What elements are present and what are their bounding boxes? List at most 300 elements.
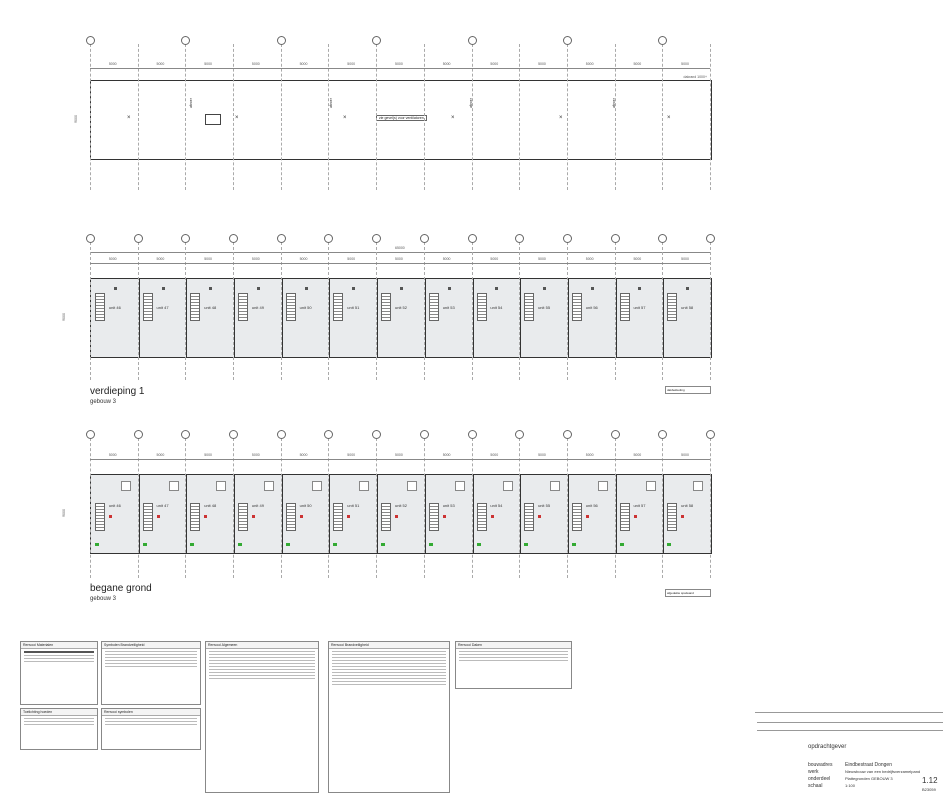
fire-extinguisher-icon [300, 515, 303, 518]
fire-extinguisher-icon [586, 515, 589, 518]
grid-line [519, 44, 520, 190]
legend-title: Renvooi symbolen [102, 709, 200, 716]
smoke-detector-icon [114, 287, 117, 290]
stair [95, 503, 105, 531]
toilet-room [121, 481, 131, 491]
bay-dimension: 5000 [395, 257, 403, 261]
grid-bubble [611, 234, 620, 243]
legend-text-line [332, 657, 446, 658]
stair [143, 503, 153, 531]
legend-toelichting [20, 708, 98, 750]
bay-dimension: 5000 [156, 62, 165, 66]
legend-text-line [332, 654, 446, 655]
stair [381, 503, 391, 531]
stair [667, 293, 677, 321]
unit-wall [139, 475, 140, 553]
stair [572, 503, 582, 531]
grid-bubble [563, 36, 572, 45]
grid-bubble [468, 36, 477, 45]
unit-wall [329, 475, 330, 553]
note-begane-grond: afgedekte spatwand [665, 589, 711, 597]
bay-dimension: 5000 [299, 453, 308, 457]
grid-bubble [277, 36, 286, 45]
legend-text-line [209, 654, 315, 655]
floor-plan-verdieping [90, 278, 712, 358]
unit-wall [473, 279, 474, 357]
smoke-detector-icon [400, 287, 403, 290]
dimension-line [90, 263, 710, 264]
legend-text-line [105, 721, 197, 722]
stair [429, 293, 439, 321]
fire-extinguisher-icon [204, 515, 207, 518]
stair [333, 503, 343, 531]
legend-text-line [209, 666, 315, 667]
grid-bubble [706, 430, 715, 439]
unit-wall [520, 475, 521, 553]
unit-wall [425, 475, 426, 553]
unit-wall [282, 475, 283, 553]
emergency-exit-icon [381, 543, 385, 546]
legend-text-line [105, 666, 197, 667]
bay-dimension: 5000 [299, 257, 308, 261]
legend-text-line [332, 666, 446, 667]
unit-label: unit 53 [442, 305, 455, 310]
bay-dimension: 5000 [442, 62, 451, 66]
stair [667, 503, 677, 531]
legend-text-line [459, 660, 568, 661]
legend-text-line [105, 657, 197, 658]
legend-daken [455, 641, 572, 689]
legend-algemeen [205, 641, 319, 793]
unit-label: unit 58 [681, 503, 694, 508]
smoke-detector-icon [209, 287, 212, 290]
bay-dimension: 5000 [585, 257, 594, 261]
emergency-exit-icon [429, 543, 433, 546]
stair [524, 503, 534, 531]
smoke-detector-icon [638, 287, 641, 290]
grid-line [376, 44, 377, 190]
unit-wall [186, 475, 187, 553]
grid-line [424, 44, 425, 190]
unit-label: unit 47 [156, 305, 169, 310]
smoke-detector-icon [543, 287, 546, 290]
unit-wall [425, 279, 426, 357]
opdrachtgever-label: opdrachtgever [808, 744, 847, 750]
unit-label: unit 46 [108, 503, 121, 508]
stair [524, 293, 534, 321]
roof-dim-note: dakrand 1000+ [683, 75, 707, 79]
legend-text-line [105, 660, 197, 661]
bay-dimension: 5000 [585, 453, 594, 457]
smoke-detector-icon [305, 287, 308, 290]
grid-bubble [181, 36, 190, 45]
roof-vent-x: × [235, 115, 239, 121]
grid-bubble [468, 430, 477, 439]
legend-title: Renvooi Algemeen [206, 642, 318, 649]
smoke-detector-icon [162, 287, 165, 290]
bay-dimension: 5000 [681, 257, 689, 261]
grid-line [615, 44, 616, 190]
unit-label: unit 48 [204, 305, 217, 310]
legend-title: Renvooi Brandveiligheid [329, 642, 449, 649]
fire-extinguisher-icon [157, 515, 160, 518]
emergency-exit-icon [95, 543, 99, 546]
smoke-detector-icon [686, 287, 689, 290]
legend-text-line [105, 724, 197, 725]
legend-text-line [209, 657, 315, 658]
roof-hatch-box [205, 114, 221, 125]
werk-value: Nieuwbouw van een bedrijfsverzamelpand [845, 769, 921, 774]
grid-bubble [86, 234, 95, 243]
toilet-room [264, 481, 274, 491]
unit-label: unit 55 [538, 503, 551, 508]
stair [238, 293, 248, 321]
toilet-room [359, 481, 369, 491]
unit-wall [568, 475, 569, 553]
floor-title-begane-grond: begane grond [90, 583, 152, 594]
sheet-number: 1.12 [922, 776, 938, 785]
smoke-detector-icon [495, 287, 498, 290]
grid-bubble [324, 430, 333, 439]
unit-wall [234, 279, 235, 357]
legend-text-line [332, 672, 446, 673]
toilet-room [598, 481, 608, 491]
grid-bubble [229, 234, 238, 243]
legend-symbolen [101, 641, 201, 705]
grid-bubble [468, 234, 477, 243]
floor-plan-begane-grond [90, 474, 712, 554]
bay-dimension: 5000 [156, 453, 165, 457]
bay-dimension: 5000 [633, 62, 642, 66]
stair [381, 293, 391, 321]
legend-text-line [105, 651, 197, 652]
unit-label: unit 49 [251, 305, 264, 310]
fire-extinguisher-icon [443, 515, 446, 518]
toilet-room [646, 481, 656, 491]
legend-text-line [105, 663, 197, 664]
legend-text-line [209, 678, 315, 679]
grid-bubble [372, 234, 381, 243]
unit-label: unit 46 [108, 305, 121, 310]
bay-dimension: 5000 [156, 257, 165, 261]
unit-label: unit 50 [299, 305, 312, 310]
roof-vent-x: × [343, 115, 347, 121]
unit-label: unit 53 [442, 503, 455, 508]
floor-title-verdieping: verdieping 1 [90, 386, 145, 397]
legend-text-line [209, 669, 315, 670]
bay-dimension: 5000 [538, 453, 546, 457]
depth-dim-top: 9000 [73, 115, 78, 123]
legend-text-line [459, 651, 568, 652]
stair [238, 503, 248, 531]
bay-dimension: 5000 [108, 62, 117, 66]
legend-text-line [332, 678, 446, 679]
stair [190, 503, 200, 531]
stair [477, 503, 487, 531]
grid-bubble [324, 234, 333, 243]
unit-wall [568, 279, 569, 357]
legend-text-line [105, 654, 197, 655]
unit-wall [616, 475, 617, 553]
bay-dimension: 5000 [395, 453, 403, 457]
bay-dimension: 5000 [251, 257, 260, 261]
bay-dimension: 5000 [490, 62, 499, 66]
legend-swatch [24, 661, 94, 662]
grid-bubble [181, 234, 190, 243]
roof-vent-x: × [451, 115, 455, 121]
title-block-line [757, 730, 943, 731]
legend-text-line [209, 660, 315, 661]
stair [95, 293, 105, 321]
unit-wall [282, 279, 283, 357]
unit-label: unit 57 [633, 305, 646, 310]
grid-bubble [706, 234, 715, 243]
title-block-line [757, 722, 943, 723]
depth-dim-bg: 9000 [61, 509, 66, 517]
bay-dimension: 5000 [490, 453, 499, 457]
unit-label: unit 52 [395, 305, 408, 310]
bay-dimension: 5000 [251, 453, 260, 457]
stair [143, 293, 153, 321]
emergency-exit-icon [333, 543, 337, 546]
unit-wall [663, 279, 664, 357]
unit-label: unit 48 [204, 503, 217, 508]
bay-dimension: 5000 [204, 62, 213, 66]
grid-line [233, 44, 234, 190]
legend-text-line [332, 684, 446, 685]
toilet-room [169, 481, 179, 491]
bay-dimension: 5000 [681, 62, 689, 66]
bay-dimension: 5000 [347, 257, 356, 261]
grid-line [138, 44, 139, 190]
stair [620, 293, 630, 321]
bay-dimension: 5000 [538, 62, 546, 66]
unit-label: unit 54 [490, 305, 503, 310]
stair [333, 293, 343, 321]
legend-renvooi-symbolen [101, 708, 201, 750]
note-verdieping: dakbekleding [665, 386, 711, 394]
stair [572, 293, 582, 321]
unit-label: unit 58 [681, 305, 694, 310]
unit-label: unit 47 [156, 503, 169, 508]
grid-line [710, 44, 711, 190]
legend-text-line [332, 681, 446, 682]
unit-label: unit 54 [490, 503, 503, 508]
onderdeel-label: onderdeel [808, 776, 831, 782]
grid-bubble [658, 36, 667, 45]
floor-subtitle-begane-grond: gebouw 3 [90, 596, 117, 602]
emergency-exit-icon [667, 543, 671, 546]
legend-text-line [459, 654, 568, 655]
grid-bubble [181, 430, 190, 439]
grid-bubble [277, 234, 286, 243]
grid-bubble [229, 430, 238, 439]
toilet-room [312, 481, 322, 491]
grid-line [710, 438, 711, 578]
unit-label: unit 51 [347, 503, 360, 508]
bay-dimension: 5000 [204, 453, 213, 457]
smoke-detector-icon [448, 287, 451, 290]
legend-text-line [332, 660, 446, 661]
unit-wall [616, 279, 617, 357]
unit-label: unit 52 [395, 503, 408, 508]
grid-bubble [563, 234, 572, 243]
stair [286, 503, 296, 531]
smoke-detector-icon [591, 287, 594, 290]
grid-line [90, 44, 91, 190]
bay-dimension: 5000 [347, 453, 356, 457]
legend-text-line [24, 724, 94, 725]
stair [190, 293, 200, 321]
legend-materialen [20, 641, 98, 705]
fire-extinguisher-icon [109, 515, 112, 518]
toilet-room [216, 481, 226, 491]
grid-line [328, 44, 329, 190]
bay-dimension: 5000 [108, 257, 117, 261]
depth-dim-v1: 9000 [61, 313, 66, 321]
bouwadres-value: Eindbestraat Dongen [845, 762, 892, 768]
bay-dimension: 5000 [442, 453, 451, 457]
unit-wall [186, 279, 187, 357]
stair [620, 503, 630, 531]
total-dimension-line [90, 252, 710, 253]
unit-wall [329, 279, 330, 357]
grid-bubble [86, 36, 95, 45]
legend-title: Renvooi Materialen [21, 642, 97, 649]
grid-bubble [420, 430, 429, 439]
legend-text-line [332, 651, 446, 652]
grid-bubble [134, 430, 143, 439]
grid-bubble [372, 430, 381, 439]
unit-label: unit 56 [585, 305, 598, 310]
roof-vent-x: × [667, 115, 671, 121]
legend-brandveiligheid [328, 641, 450, 793]
grid-bubble [658, 234, 667, 243]
toilet-room [455, 481, 465, 491]
grid-line [472, 44, 473, 190]
legend-text-line [24, 721, 94, 722]
emergency-exit-icon [143, 543, 147, 546]
fire-extinguisher-icon [252, 515, 255, 518]
werk-label: werk [808, 769, 819, 775]
stair [477, 293, 487, 321]
fire-extinguisher-icon [538, 515, 541, 518]
bay-dimension: 5000 [108, 453, 117, 457]
fire-extinguisher-icon [634, 515, 637, 518]
grid-line [662, 44, 663, 190]
unit-label: unit 57 [633, 503, 646, 508]
unit-wall [377, 475, 378, 553]
legend-text-line [459, 657, 568, 658]
toilet-room [550, 481, 560, 491]
bay-dimension: 5000 [585, 62, 594, 66]
grid-bubble [134, 234, 143, 243]
emergency-exit-icon [286, 543, 290, 546]
legend-swatch [24, 651, 94, 653]
emergency-exit-icon [572, 543, 576, 546]
unit-label: unit 55 [538, 305, 551, 310]
roof-afvoer-1: afvoer [188, 98, 193, 108]
legend-text-line [332, 669, 446, 670]
total-dimension: 65000 [395, 246, 405, 250]
onderdeel-value: Plattegronden GEBOUW 3 [845, 776, 893, 781]
bay-dimension: 5000 [204, 257, 213, 261]
legend-text-line [332, 663, 446, 664]
legend-text-line [332, 675, 446, 676]
bay-dimension: 5000 [681, 453, 689, 457]
grid-line [710, 242, 711, 380]
emergency-exit-icon [238, 543, 242, 546]
grid-bubble [277, 430, 286, 439]
grid-bubble [515, 430, 524, 439]
legend-text-line [209, 675, 315, 676]
toilet-room [503, 481, 513, 491]
roof-vent-x: × [559, 115, 563, 121]
legend-swatch [24, 658, 94, 659]
bay-dimension: 5000 [347, 62, 356, 66]
roof-afvoer-3: afvoer [468, 98, 473, 108]
bouwadres-label: bouwadres [808, 762, 833, 768]
grid-line [281, 44, 282, 190]
fire-extinguisher-icon [395, 515, 398, 518]
legend-text-line [209, 651, 315, 652]
emergency-exit-icon [190, 543, 194, 546]
stair [286, 293, 296, 321]
legend-text-line [24, 718, 94, 719]
emergency-exit-icon [524, 543, 528, 546]
roof-center-label: zie gevel(s) voor ventilatoren [376, 115, 427, 121]
grid-bubble [420, 234, 429, 243]
legend-title: Renvooi Daken [456, 642, 571, 649]
unit-wall [663, 475, 664, 553]
unit-label: unit 50 [299, 503, 312, 508]
roof-afvoer-2: afvoer [328, 98, 333, 108]
emergency-exit-icon [477, 543, 481, 546]
legend-text-line [209, 663, 315, 664]
roof-plan [90, 75, 712, 160]
grid-bubble [658, 430, 667, 439]
bay-dimension: 5000 [251, 62, 260, 66]
roof-afvoer-4: afvoer [611, 98, 616, 108]
dimension-line [90, 68, 710, 69]
fire-extinguisher-icon [681, 515, 684, 518]
bay-dimension: 5000 [633, 257, 642, 261]
legend-swatch [24, 655, 94, 656]
bay-dimension: 5000 [442, 257, 451, 261]
smoke-detector-icon [352, 287, 355, 290]
grid-bubble [515, 234, 524, 243]
legend-title: Toelichting hoeden [21, 709, 97, 716]
unit-label: unit 51 [347, 305, 360, 310]
toilet-room [693, 481, 703, 491]
bay-dimension: 5000 [299, 62, 308, 66]
bay-dimension: 5000 [538, 257, 546, 261]
legend-text-line [105, 718, 197, 719]
unit-wall [234, 475, 235, 553]
grid-bubble [372, 36, 381, 45]
smoke-detector-icon [257, 287, 260, 290]
bay-dimension: 5000 [633, 453, 642, 457]
bay-dimension: 5000 [490, 257, 499, 261]
emergency-exit-icon [620, 543, 624, 546]
floor-subtitle-verdieping: gebouw 3 [90, 399, 117, 405]
fire-extinguisher-icon [491, 515, 494, 518]
roof-vent-x: × [127, 115, 131, 121]
grid-bubble [563, 430, 572, 439]
legend-text-line [209, 672, 315, 673]
grid-line [185, 44, 186, 190]
unit-wall [473, 475, 474, 553]
